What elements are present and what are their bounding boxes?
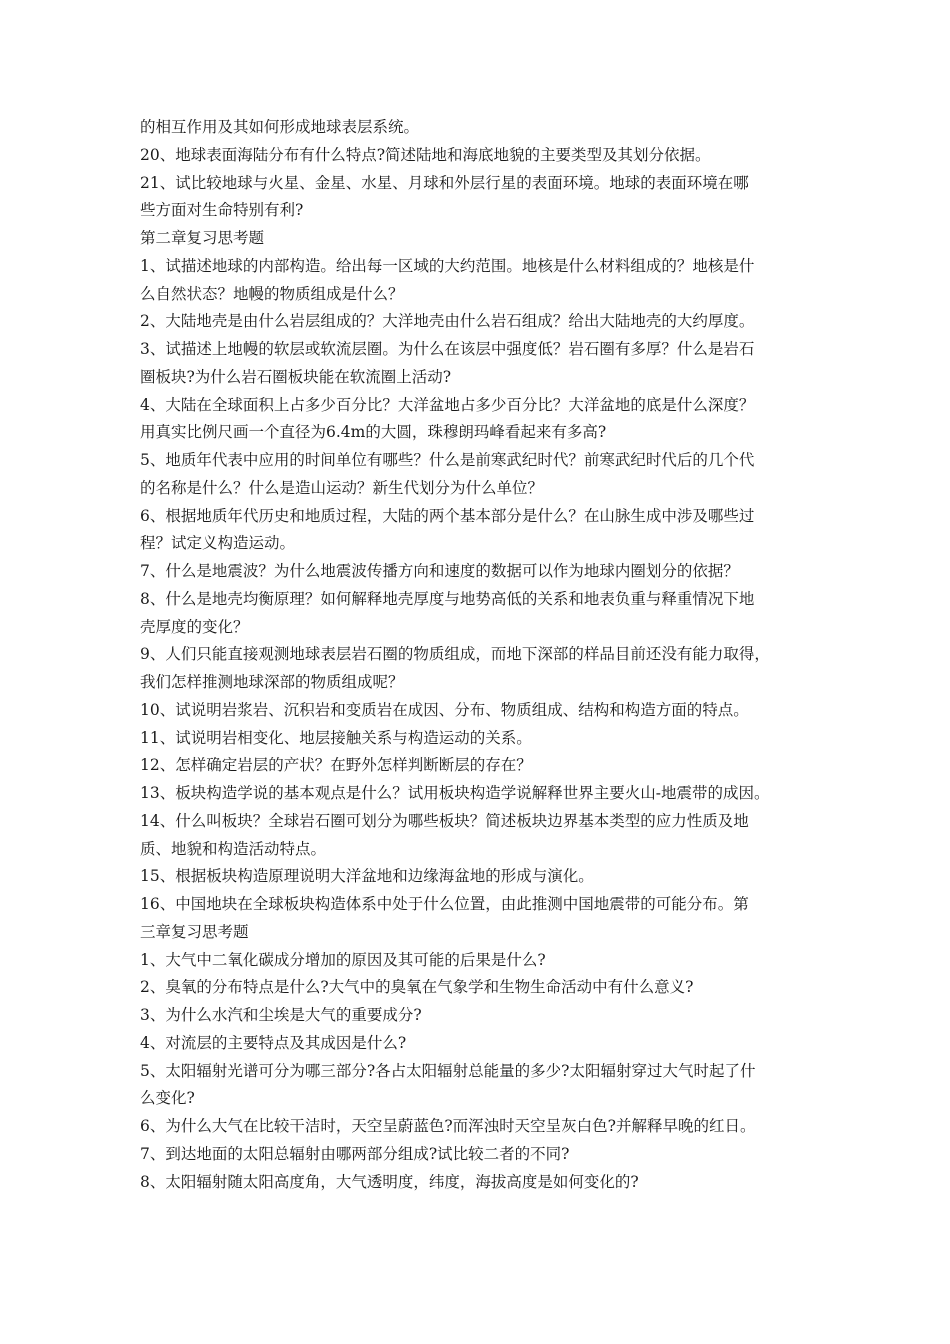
text-line: 3、试描述上地幔的软层或软流层圈。为什么在该层中强度低？岩石圈有多厚？什么是岩石 xyxy=(140,340,755,358)
text-line: 么自然状态？地幔的物质组成是什么？ xyxy=(140,284,404,303)
text-line: 14、什么叫板块？全球岩石圈可划分为哪些板块？简述板块边界基本类型的应力性质及地 xyxy=(140,811,749,830)
text-line: 21、试比较地球与火星、金星、水星、月球和外层行星的表面环境。地球的表面环境在哪 xyxy=(140,173,749,192)
text-line: 3、为什么水汽和尘埃是大气的重要成分? xyxy=(140,1006,422,1024)
text-line: 5、太阳辐射光谱可分为哪三部分?各占太阳辐射总能量的多少?太阳辐射穿过大气时起了什 xyxy=(140,1061,756,1080)
text-line: 4、对流层的主要特点及其成因是什么? xyxy=(140,1033,407,1052)
text-line: 我们怎样推测地球深部的物质组成呢？ xyxy=(140,673,404,691)
text-line: 4、大陆在全球面积上占多少百分比？大洋盆地占多少百分比？大洋盆地的底是什么深度？ xyxy=(140,395,755,414)
text-line: 9、人们只能直接观测地球表层岩石圈的物质组成，而地下深部的样品目前还没有能力取得， xyxy=(140,645,770,664)
text-line: 程？试定义构造运动。 xyxy=(140,534,296,553)
text-line: 8、什么是地壳均衡原理？如何解释地壳厚度与地势高低的关系和地表负重与释重情况下地 xyxy=(140,589,755,608)
text-line: 20、地球表面海陆分布有什么特点?简述陆地和海底地貌的主要类型及其划分依据。 xyxy=(140,145,711,164)
section-heading: 第二章复习思考题 xyxy=(140,229,265,247)
text-line: 质、地貌和构造活动特点。 xyxy=(140,839,327,858)
text-line: 5、地质年代表中应用的时间单位有哪些？什么是前寒武纪时代？前寒武纪时代后的几个代 xyxy=(140,451,755,469)
text-line: 的相互作用及其如何形成地球表层系统。 xyxy=(140,118,420,136)
text-line: 1、大气中二氧化碳成分增加的原因及其可能的后果是什么? xyxy=(140,950,546,969)
text-line: 10、试说明岩浆岩、沉积岩和变质岩在成因、分布、物质组成、结构和构造方面的特点。 xyxy=(140,700,749,719)
text-line: 13、板块构造学说的基本观点是什么？试用板块构造学说解释世界主要火山-地震带的成因。 xyxy=(140,784,770,802)
text-line: 壳厚度的变化？ xyxy=(140,617,249,636)
text-line: 圈板块?为什么岩石圈板块能在软流圈上活动? xyxy=(140,367,452,386)
text-line: 2、大陆地壳是由什么岩层组成的？大洋地壳由什么岩石组成？给出大陆地壳的大约厚度。 xyxy=(140,312,755,331)
text-line: 11、试说明岩相变化、地层接触关系与构造运动的关系。 xyxy=(140,728,532,747)
document-body xyxy=(140,114,830,1196)
text-line: 6、根据地质年代历史和地质过程，大陆的两个基本部分是什么？在山脉生成中涉及哪些过 xyxy=(140,506,755,525)
section-heading: 三章复习思考题 xyxy=(140,922,249,941)
text-line: 么变化? xyxy=(140,1089,195,1108)
text-line: 12、怎样确定岩层的产状？在野外怎样判断断层的存在？ xyxy=(140,756,532,775)
text-line: 8、太阳辐射随太阳高度角，大气透明度，纬度，海拔高度是如何变化的? xyxy=(140,1172,639,1191)
text-line: 些方面对生命特别有利? xyxy=(140,201,304,220)
text-line: 2、臭氧的分布特点是什么?大气中的臭氧在气象学和生物生命活动中有什么意义? xyxy=(140,978,694,997)
text-line: 6、为什么大气在比较干洁时，天空呈蔚蓝色?而浑浊时天空呈灰白色?并解释早晚的红日。 xyxy=(140,1117,756,1135)
text-line: 用真实比例尺画一个直径为6.4m的大圆，珠穆朗玛峰看起来有多高? xyxy=(140,423,607,442)
text-line: 1、试描述地球的内部构造。给出每一区域的大约范围。地核是什么材料组成的？地核是什 xyxy=(140,256,755,275)
text-line: 的名称是什么？什么是造山运动？新生代划分为什么单位？ xyxy=(140,478,544,497)
text-line: 15、根据板块构造原理说明大洋盆地和边缘海盆地的形成与演化。 xyxy=(140,867,594,886)
text-line: 7、到达地面的太阳总辐射由哪两部分组成?试比较二者的不同? xyxy=(140,1144,570,1163)
text-line: 7、什么是地震波？为什么地震波传播方向和速度的数据可以作为地球内圈划分的依据？ xyxy=(140,562,739,580)
text-line: 16、中国地块在全球板块构造体系中处于什么位置，由此推测中国地震带的可能分布。第 xyxy=(140,895,749,913)
